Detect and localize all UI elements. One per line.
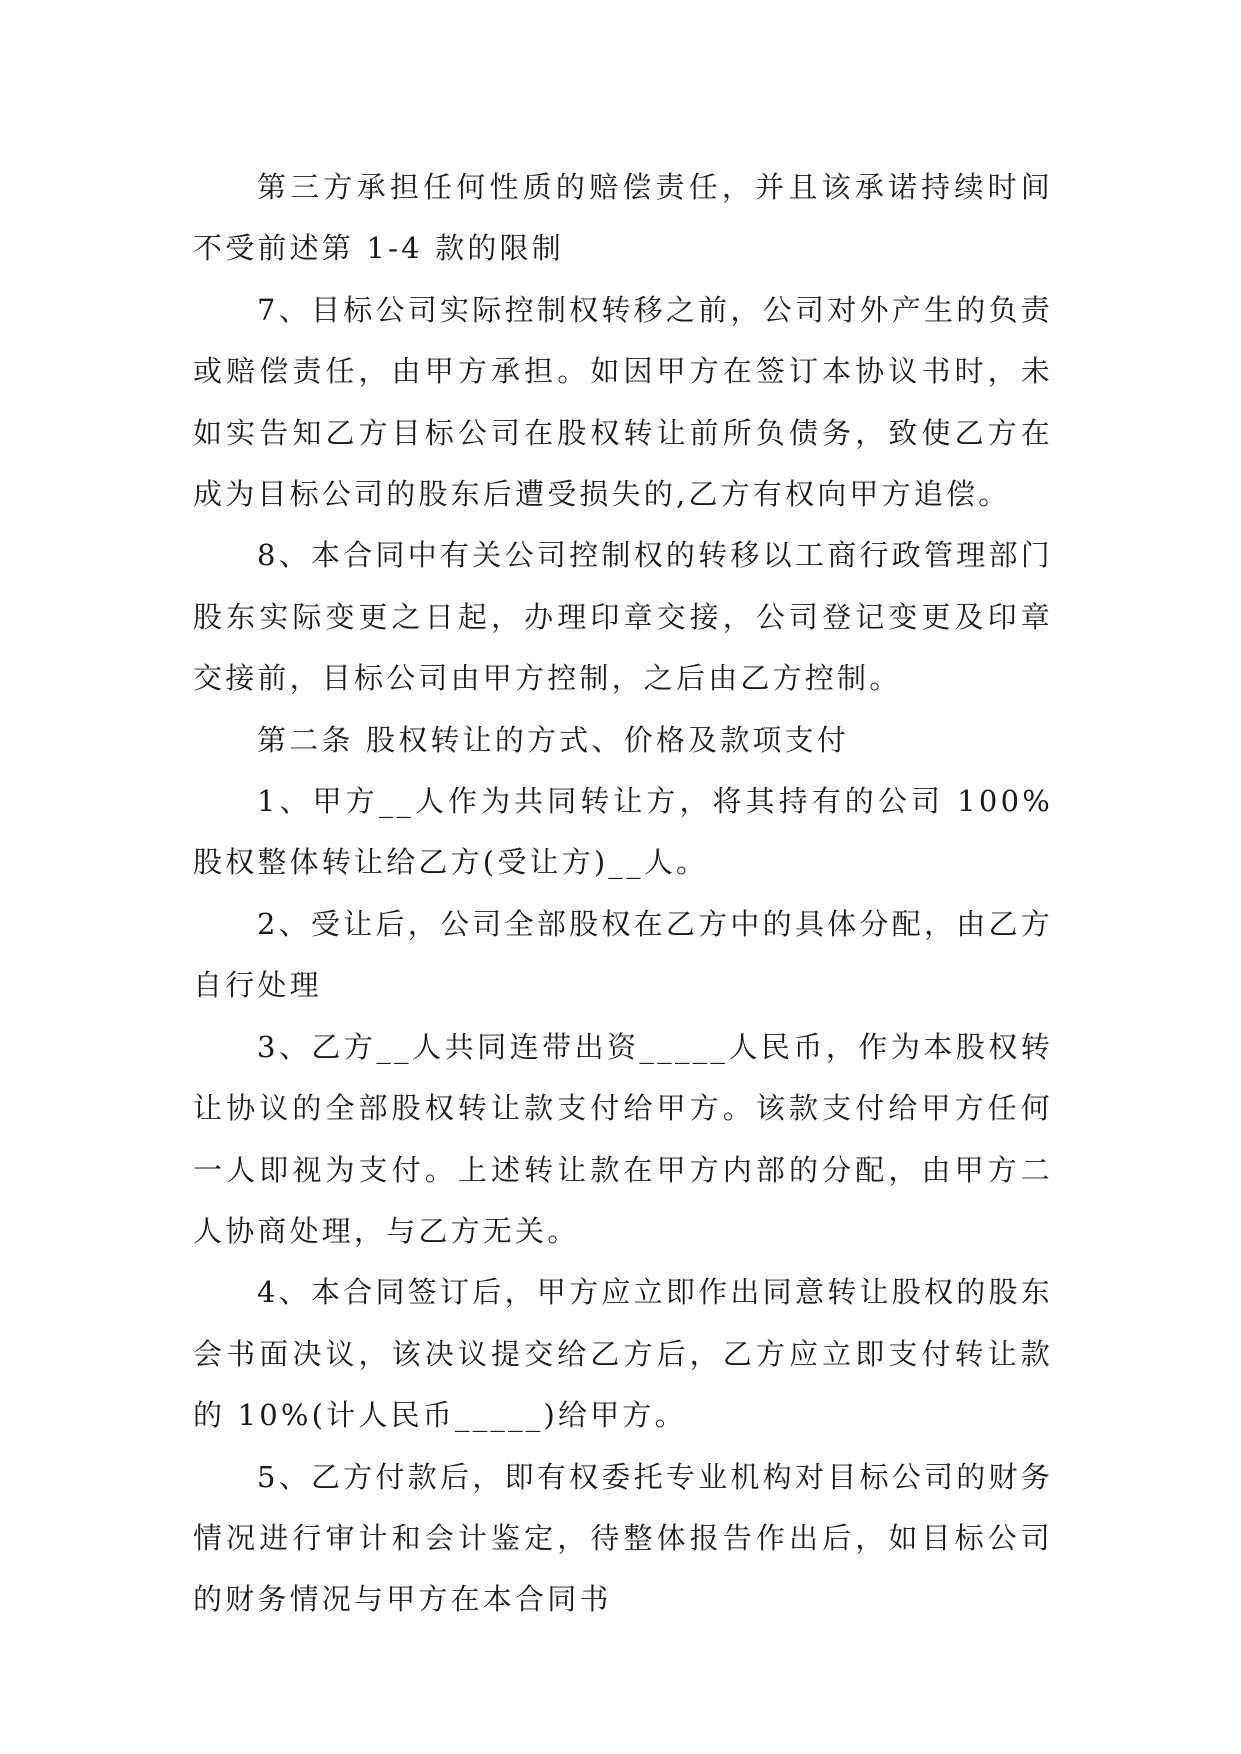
paragraph-continued-clause: 第三方承担任何性质的赔偿责任，并且该承诺持续时间不受前述第 1-4 款的限制 xyxy=(193,170,1053,266)
paragraph-clause-7: 7、目标公司实际控制权转移之前，公司对外产生的负责或赔偿责任，由甲方承担。如因甲方在签订本协议书时，未如实告知乙方目标公司在股权转让前所负债务，致使乙方在成为目标公司的股东后遭受损失的,乙方有权向甲方追偿。 xyxy=(193,292,1053,512)
paragraph-item-5: 5、乙方付款后，即有权委托专业机构对目标公司的财务情况进行审计和会计鉴定，待整体报告作出后，如目标公司的财务情况与甲方在本合同书 xyxy=(193,1459,1053,1617)
paragraph-item-4: 4、本合同签订后，甲方应立即作出同意转让股权的股东会书面决议，该决议提交给乙方后，乙方应立即支付转让款的 10%(计人民币_____)给甲方。 xyxy=(193,1275,1053,1433)
paragraph-clause-8: 8、本合同中有关公司控制权的转移以工商行政管理部门股东实际变更之日起，办理印章交接，公司登记变更及印章交接前，目标公司由甲方控制，之后由乙方控制。 xyxy=(193,538,1053,696)
section-heading-article-2: 第二条 股权转让的方式、价格及款项支付 xyxy=(257,722,850,757)
paragraph-item-2: 2、受让后，公司全部股权在乙方中的具体分配，由乙方自行处理 xyxy=(193,906,1053,1003)
paragraph-item-1: 1、甲方__人作为共同转让方，将其持有的公司 100%股权整体转让给乙方(受让方)__人。 xyxy=(193,784,1053,880)
paragraph-item-3: 3、乙方__人共同连带出资_____人民币，作为本股权转让协议的全部股权转让款支付给甲方。该款支付给甲方任何一人即视为支付。上述转让款在甲方内部的分配，由甲方二人协商处理，与乙方无关。 xyxy=(193,1029,1053,1248)
document-body xyxy=(193,157,1053,1631)
